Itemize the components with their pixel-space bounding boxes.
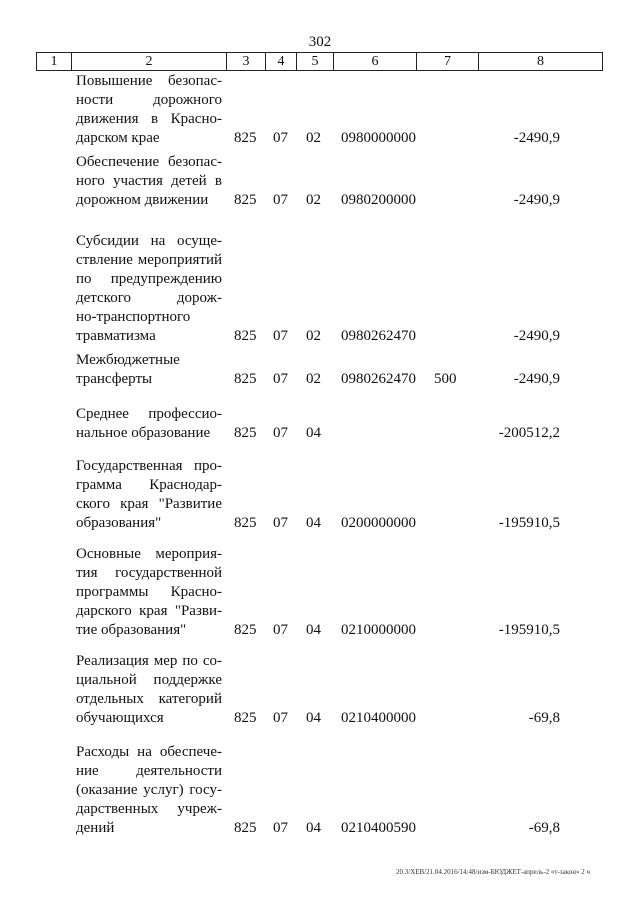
row-name-line: по предупреждению — [76, 271, 222, 287]
row-col-6: 0980200000 — [341, 192, 416, 208]
row-col-8: -2490,9 — [513, 192, 560, 208]
row-name-line: дарственных учреж- — [76, 801, 222, 817]
header-cell-7: 7 — [416, 53, 478, 70]
row-col-4: 07 — [273, 710, 288, 726]
row-col-5: 02 — [306, 192, 321, 208]
row-name-line: дарском крае — [76, 130, 160, 146]
row-col-5: 04 — [306, 622, 321, 638]
row-name-line: нальное образование — [76, 425, 211, 441]
row-name-line: детского дорож- — [76, 290, 222, 306]
row-col-3: 825 — [234, 328, 257, 344]
row-name-line: обучающихся — [76, 710, 164, 726]
row-col-3: 825 — [234, 130, 257, 146]
row-name-line: ского края "Развитие — [76, 496, 222, 512]
row-name-line: образования" — [76, 515, 162, 531]
row-col-3: 825 — [234, 820, 257, 836]
row-col-6: 0210000000 — [341, 622, 416, 638]
row-col-3: 825 — [234, 622, 257, 638]
row-col-4: 07 — [273, 820, 288, 836]
row-name-line: Государственная про- — [76, 458, 222, 474]
row-name-line: циальной поддержке — [76, 672, 222, 688]
table-header-row — [36, 52, 603, 71]
row-name — [76, 457, 222, 533]
row-col-3: 825 — [234, 710, 257, 726]
row-col-5: 02 — [306, 328, 321, 344]
row-col-8: -195910,5 — [498, 622, 560, 638]
row-name-line: но-транспортного — [76, 309, 191, 325]
row-name — [76, 72, 222, 148]
row-col-7: 500 — [434, 371, 457, 387]
header-cell-6: 6 — [333, 53, 416, 70]
header-cell-1: 1 — [50, 54, 58, 69]
row-name-line: (оказание услуг) госу- — [76, 782, 222, 798]
row-name — [76, 743, 222, 838]
row-col-6: 0210400590 — [341, 820, 416, 836]
row-name-line: Реализация мер по со- — [76, 653, 222, 669]
row-name-line: Обеспечение безопас- — [76, 154, 222, 170]
row-name-line: программы Красно- — [76, 584, 222, 600]
row-col-4: 07 — [273, 130, 288, 146]
footer-file-stamp: 20.3/ХЕВ/21.04.2016/14:48/изм-БЮДЖЕТ-апрель-2 «т-закон» 2 ч — [396, 868, 590, 876]
row-col-4: 07 — [273, 328, 288, 344]
row-col-6: 0210400000 — [341, 710, 416, 726]
row-name-line: Основные мероприя- — [76, 546, 222, 562]
row-col-8: -69,8 — [528, 820, 560, 836]
header-cell-2: 2 — [71, 53, 226, 70]
row-col-5: 04 — [306, 710, 321, 726]
row-name-line: ного участия детей в — [76, 173, 222, 189]
row-name — [76, 153, 222, 210]
row-name-line: тия государственной — [76, 565, 222, 581]
row-name-line: ствление мероприятий — [76, 252, 222, 268]
row-name — [76, 545, 222, 640]
row-col-3: 825 — [234, 515, 257, 531]
row-name-line: ности дорожного — [76, 92, 222, 108]
row-col-5: 02 — [306, 130, 321, 146]
page-number: 302 — [308, 34, 332, 50]
row-col-8: -2490,9 — [513, 130, 560, 146]
row-name-line: Межбюджетные — [76, 352, 180, 368]
row-col-4: 07 — [273, 192, 288, 208]
row-col-5: 02 — [306, 371, 321, 387]
row-col-4: 07 — [273, 371, 288, 387]
row-name-line: травматизма — [76, 328, 156, 344]
row-name-line: Субсидии на осуще- — [76, 233, 222, 249]
row-col-3: 825 — [234, 192, 257, 208]
row-name-line: Расходы на обеспече- — [76, 744, 222, 760]
header-cell-4: 4 — [265, 53, 296, 70]
row-col-8: -2490,9 — [513, 328, 560, 344]
row-col-4: 07 — [273, 425, 288, 441]
row-col-8: -69,8 — [528, 710, 560, 726]
row-col-5: 04 — [306, 515, 321, 531]
row-name-line: ние деятельности — [76, 763, 222, 779]
row-col-6: 0980262470 — [341, 328, 416, 344]
header-cell-3: 3 — [226, 53, 265, 70]
row-name-line: трансферты — [76, 371, 153, 387]
row-col-8: -200512,2 — [498, 425, 560, 441]
row-name-line: тие образования" — [76, 622, 187, 638]
row-col-8: -2490,9 — [513, 371, 560, 387]
row-col-8: -195910,5 — [498, 515, 560, 531]
row-name — [76, 351, 222, 389]
row-col-6: 0980262470 — [341, 371, 416, 387]
row-name-line: дарского края "Разви- — [76, 603, 222, 619]
row-col-3: 825 — [234, 425, 257, 441]
row-name-line: движения в Красно- — [76, 111, 222, 127]
row-col-4: 07 — [273, 622, 288, 638]
row-col-4: 07 — [273, 515, 288, 531]
row-name — [76, 405, 222, 443]
row-col-6: 0200000000 — [341, 515, 416, 531]
row-name-line: дений — [76, 820, 115, 836]
row-col-5: 04 — [306, 820, 321, 836]
row-name-line: дорожном движении — [76, 192, 209, 208]
row-col-3: 825 — [234, 371, 257, 387]
row-col-6: 0980000000 — [341, 130, 416, 146]
header-cell-8: 8 — [478, 53, 602, 70]
row-name — [76, 652, 222, 728]
row-name-line: Повышение безопас- — [76, 73, 222, 89]
row-name-line: грамма Краснодар- — [76, 477, 222, 493]
row-name-line: Среднее профессио- — [76, 406, 222, 422]
header-cell-5: 5 — [296, 53, 333, 70]
row-name — [76, 232, 222, 346]
row-col-5: 04 — [306, 425, 321, 441]
row-name-line: отдельных категорий — [76, 691, 222, 707]
